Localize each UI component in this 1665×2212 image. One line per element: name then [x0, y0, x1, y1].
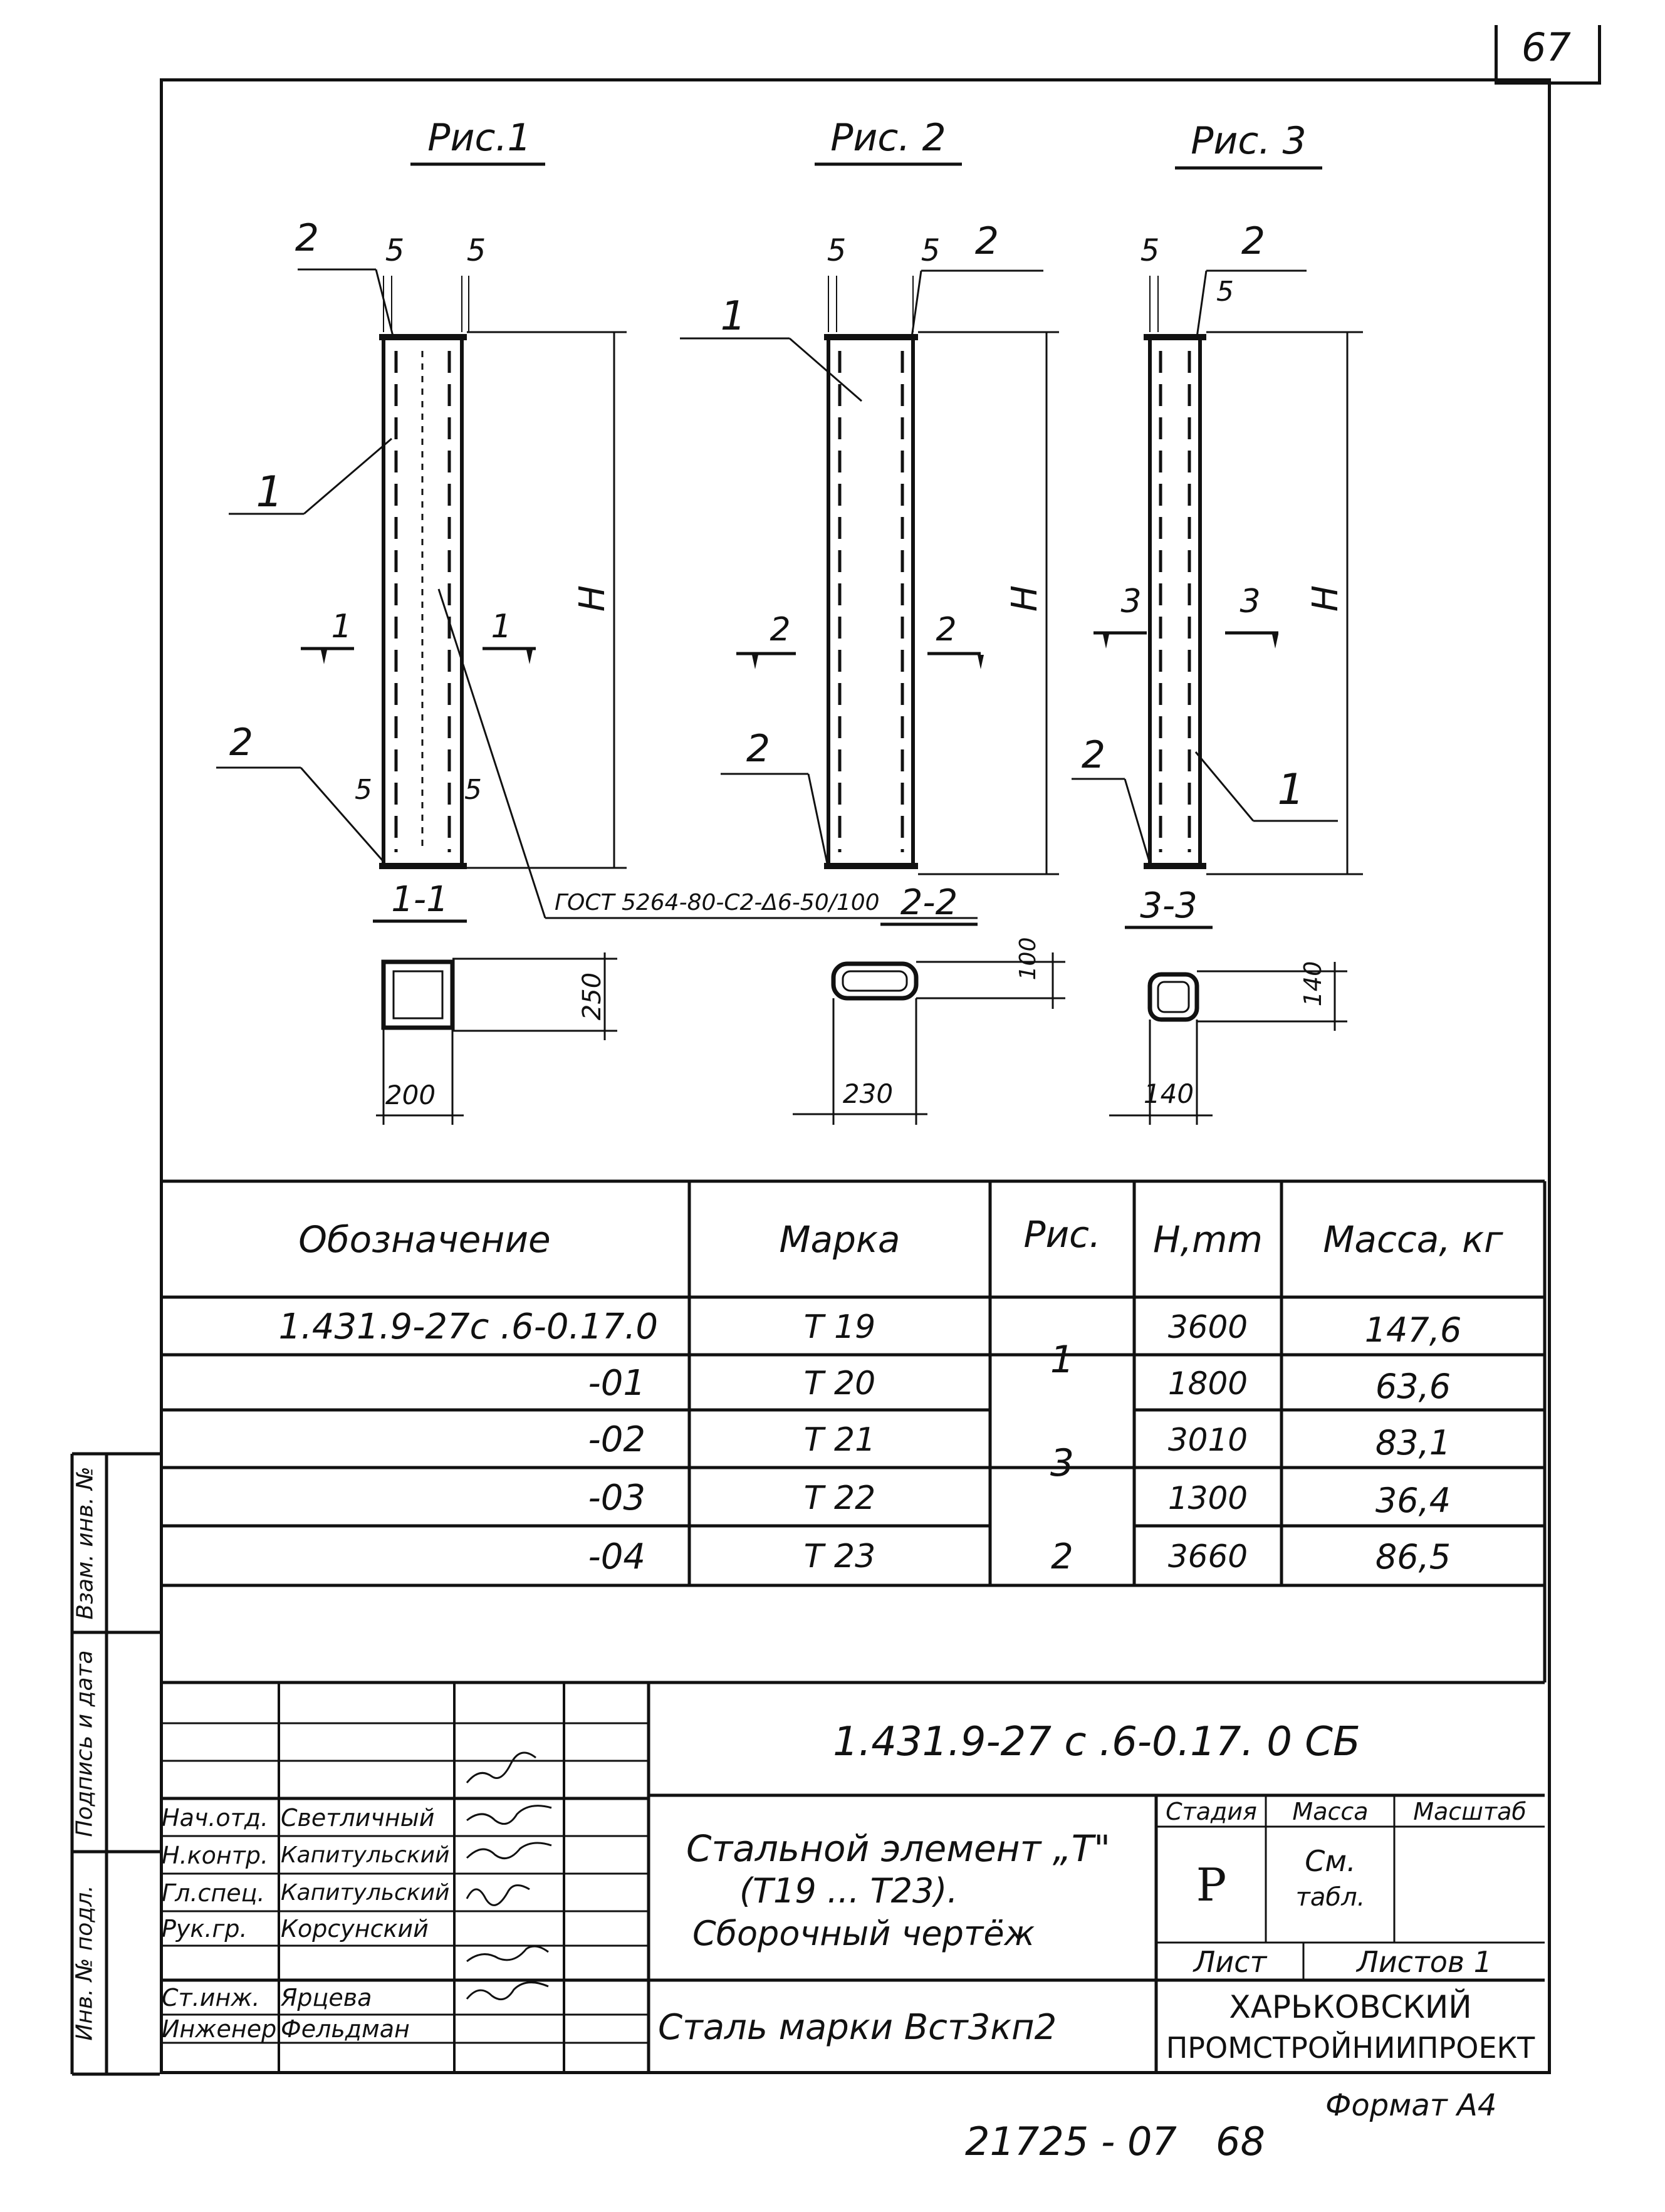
staff-name-3: Корсунский [281, 1915, 429, 1943]
stage-label: Стадия [1166, 1797, 1257, 1825]
staff-role-2: Гл.спец. [162, 1879, 265, 1907]
footer-number: 21725 - 07 [965, 2119, 1177, 2164]
staff-role-0: Нач.отд. [162, 1803, 269, 1832]
section-1-width: 200 [385, 1080, 436, 1110]
section-2-label: 2-2 [900, 882, 958, 923]
staff-role-4: Ст.инж. [162, 1984, 260, 2011]
fig2-pos2-top: 2 [974, 219, 1000, 263]
page-number: 67 [1521, 24, 1571, 70]
stage-value: Р [1196, 1858, 1227, 1911]
staff-name-2: Капитульский [281, 1880, 450, 1906]
table-row-1-mark: Т 20 [803, 1364, 876, 1402]
fig3-title: Рис. 3 [1191, 119, 1307, 163]
section-1-label: 1-1 [391, 879, 449, 920]
table-fig-group-2: 2 [1051, 1536, 1073, 1577]
table-row-0-mark: Т 19 [803, 1308, 876, 1346]
org-line-2: ПРОМСТРОЙНИИПРОЕКТ [1166, 2030, 1535, 2065]
table-row-2-h: 3010 [1167, 1421, 1248, 1458]
table-row-1-designation: -01 [588, 1363, 645, 1404]
fig1-title: Рис.1 [427, 116, 531, 160]
mass-label: Масса [1292, 1797, 1369, 1825]
table-row-4-mark: Т 23 [803, 1538, 876, 1575]
org-line-1: ХАРЬКОВСКИЙ [1229, 1988, 1472, 2025]
staff-name-5: Фельдман [281, 2015, 410, 2043]
left-strip-signature-date: Подпись и дата [71, 1650, 98, 1837]
table-row-0-designation: 1.431.9-27с .6-0.17.0 [278, 1307, 658, 1347]
fig2-H: H [1004, 585, 1045, 612]
section-2-width: 230 [842, 1078, 894, 1109]
material: Сталь марки Вст3кп2 [658, 2006, 1057, 2048]
fig1-dim5-br: 5 [464, 773, 482, 806]
table-header-mark: Марка [779, 1218, 900, 1261]
fig3-section-mark-left: 3 [1120, 583, 1142, 620]
table-row-3-mark: Т 22 [803, 1479, 876, 1517]
table-row-4-mass: 86,5 [1375, 1536, 1451, 1577]
doc-code: 1.431.9-27 с .6-0.17. 0 СБ [833, 1719, 1360, 1765]
fig1-pos1: 1 [256, 467, 283, 517]
fig3-dim5-left: 5 [1140, 233, 1160, 268]
section-3-height: 140 [1299, 961, 1327, 1007]
fig2-pos2-bottom: 2 [746, 727, 771, 771]
staff-role-3: Рук.гр. [162, 1915, 248, 1943]
left-strip-replaced-inv: Взам. инв. № [72, 1466, 98, 1620]
section-2-height: 100 [1015, 937, 1041, 981]
left-strip-original-inv: Инв. № подл. [71, 1885, 98, 2041]
section-1-height: 250 [578, 972, 607, 1021]
fig2-title: Рис. 2 [830, 116, 946, 160]
fig2-dim5-left: 5 [827, 233, 847, 268]
fig1-section-mark-right: 1 [491, 608, 512, 645]
mass-value-2: табл. [1295, 1882, 1365, 1912]
fig2-section-mark-right: 2 [936, 611, 957, 649]
fig3-section-mark-right: 3 [1240, 583, 1261, 620]
table-row-2-designation: -02 [588, 1419, 645, 1460]
fig1-pos2-bottom: 2 [229, 721, 254, 764]
fig2-dim5-right: 5 [921, 233, 941, 268]
table-row-0-mass: 147,6 [1364, 1310, 1462, 1350]
title-line-1: Стальной элемент „Т" [686, 1827, 1110, 1870]
table-fig-group-1: 1 [1050, 1338, 1075, 1382]
table-header-mass: Масса, кг [1323, 1218, 1503, 1261]
sheets-label: Листов 1 [1357, 1944, 1492, 1979]
fig1-H: H [572, 585, 613, 612]
section-3-width: 140 [1143, 1078, 1194, 1109]
fig2-section-mark-left: 2 [770, 611, 791, 649]
table-row-4-h: 3660 [1167, 1538, 1248, 1575]
section-3-label: 3-3 [1140, 885, 1198, 926]
table-row-3-h: 1300 [1167, 1479, 1248, 1516]
table-row-2-mark: Т 21 [803, 1421, 876, 1459]
table-row-1-mass: 63,6 [1375, 1367, 1451, 1406]
fig3-pos2-top: 2 [1241, 219, 1266, 263]
title-line-2: (Т19 ... Т23). [739, 1871, 958, 1911]
fig3-H: H [1305, 585, 1346, 612]
table-row-1-h: 1800 [1167, 1365, 1248, 1402]
fig1-dim5-right: 5 [466, 233, 486, 268]
table-row-3-designation: -03 [588, 1478, 645, 1518]
table-header-h: H,mm [1152, 1218, 1263, 1261]
scale-label: Масштаб [1413, 1797, 1527, 1825]
footer-format: Формат А4 [1325, 2088, 1497, 2123]
table-row-4-designation: -04 [588, 1536, 645, 1577]
fig1-section-mark-left: 1 [331, 608, 352, 645]
footer-sheet: 68 [1216, 2119, 1265, 2164]
table-row-0-h: 3600 [1167, 1308, 1248, 1345]
weld-note: ГОСТ 5264-80-С2-Δ6-50/100 [555, 889, 880, 916]
mass-value-1: См. [1305, 1844, 1356, 1878]
staff-role-1: Н.контр. [162, 1841, 269, 1869]
title-line-3: Сборочный чертёж [692, 1913, 1035, 1953]
table-row-2-mass: 83,1 [1375, 1423, 1451, 1463]
fig3-pos2-bottom: 2 [1081, 733, 1106, 777]
table-header-designation: Обозначение [298, 1218, 551, 1261]
table-fig-group-3: 3 [1050, 1441, 1075, 1485]
staff-name-4: Ярцева [281, 1984, 372, 2011]
fig3-dim5-right: 5 [1216, 275, 1234, 308]
fig1-dim5-left: 5 [385, 233, 405, 268]
table-header-fig: Рис. [1023, 1213, 1101, 1256]
table-row-3-mass: 36,4 [1375, 1481, 1451, 1520]
fig2-pos1: 1 [720, 293, 746, 340]
staff-role-5: Инженер [162, 2015, 277, 2043]
fig3-pos1: 1 [1277, 764, 1305, 815]
fig1-pos2-top: 2 [295, 216, 320, 260]
staff-name-0: Светличный [281, 1803, 435, 1832]
sheet-label: Лист [1193, 1944, 1267, 1979]
staff-name-1: Капитульский [281, 1842, 450, 1868]
fig1-dim5-bl: 5 [355, 773, 372, 806]
